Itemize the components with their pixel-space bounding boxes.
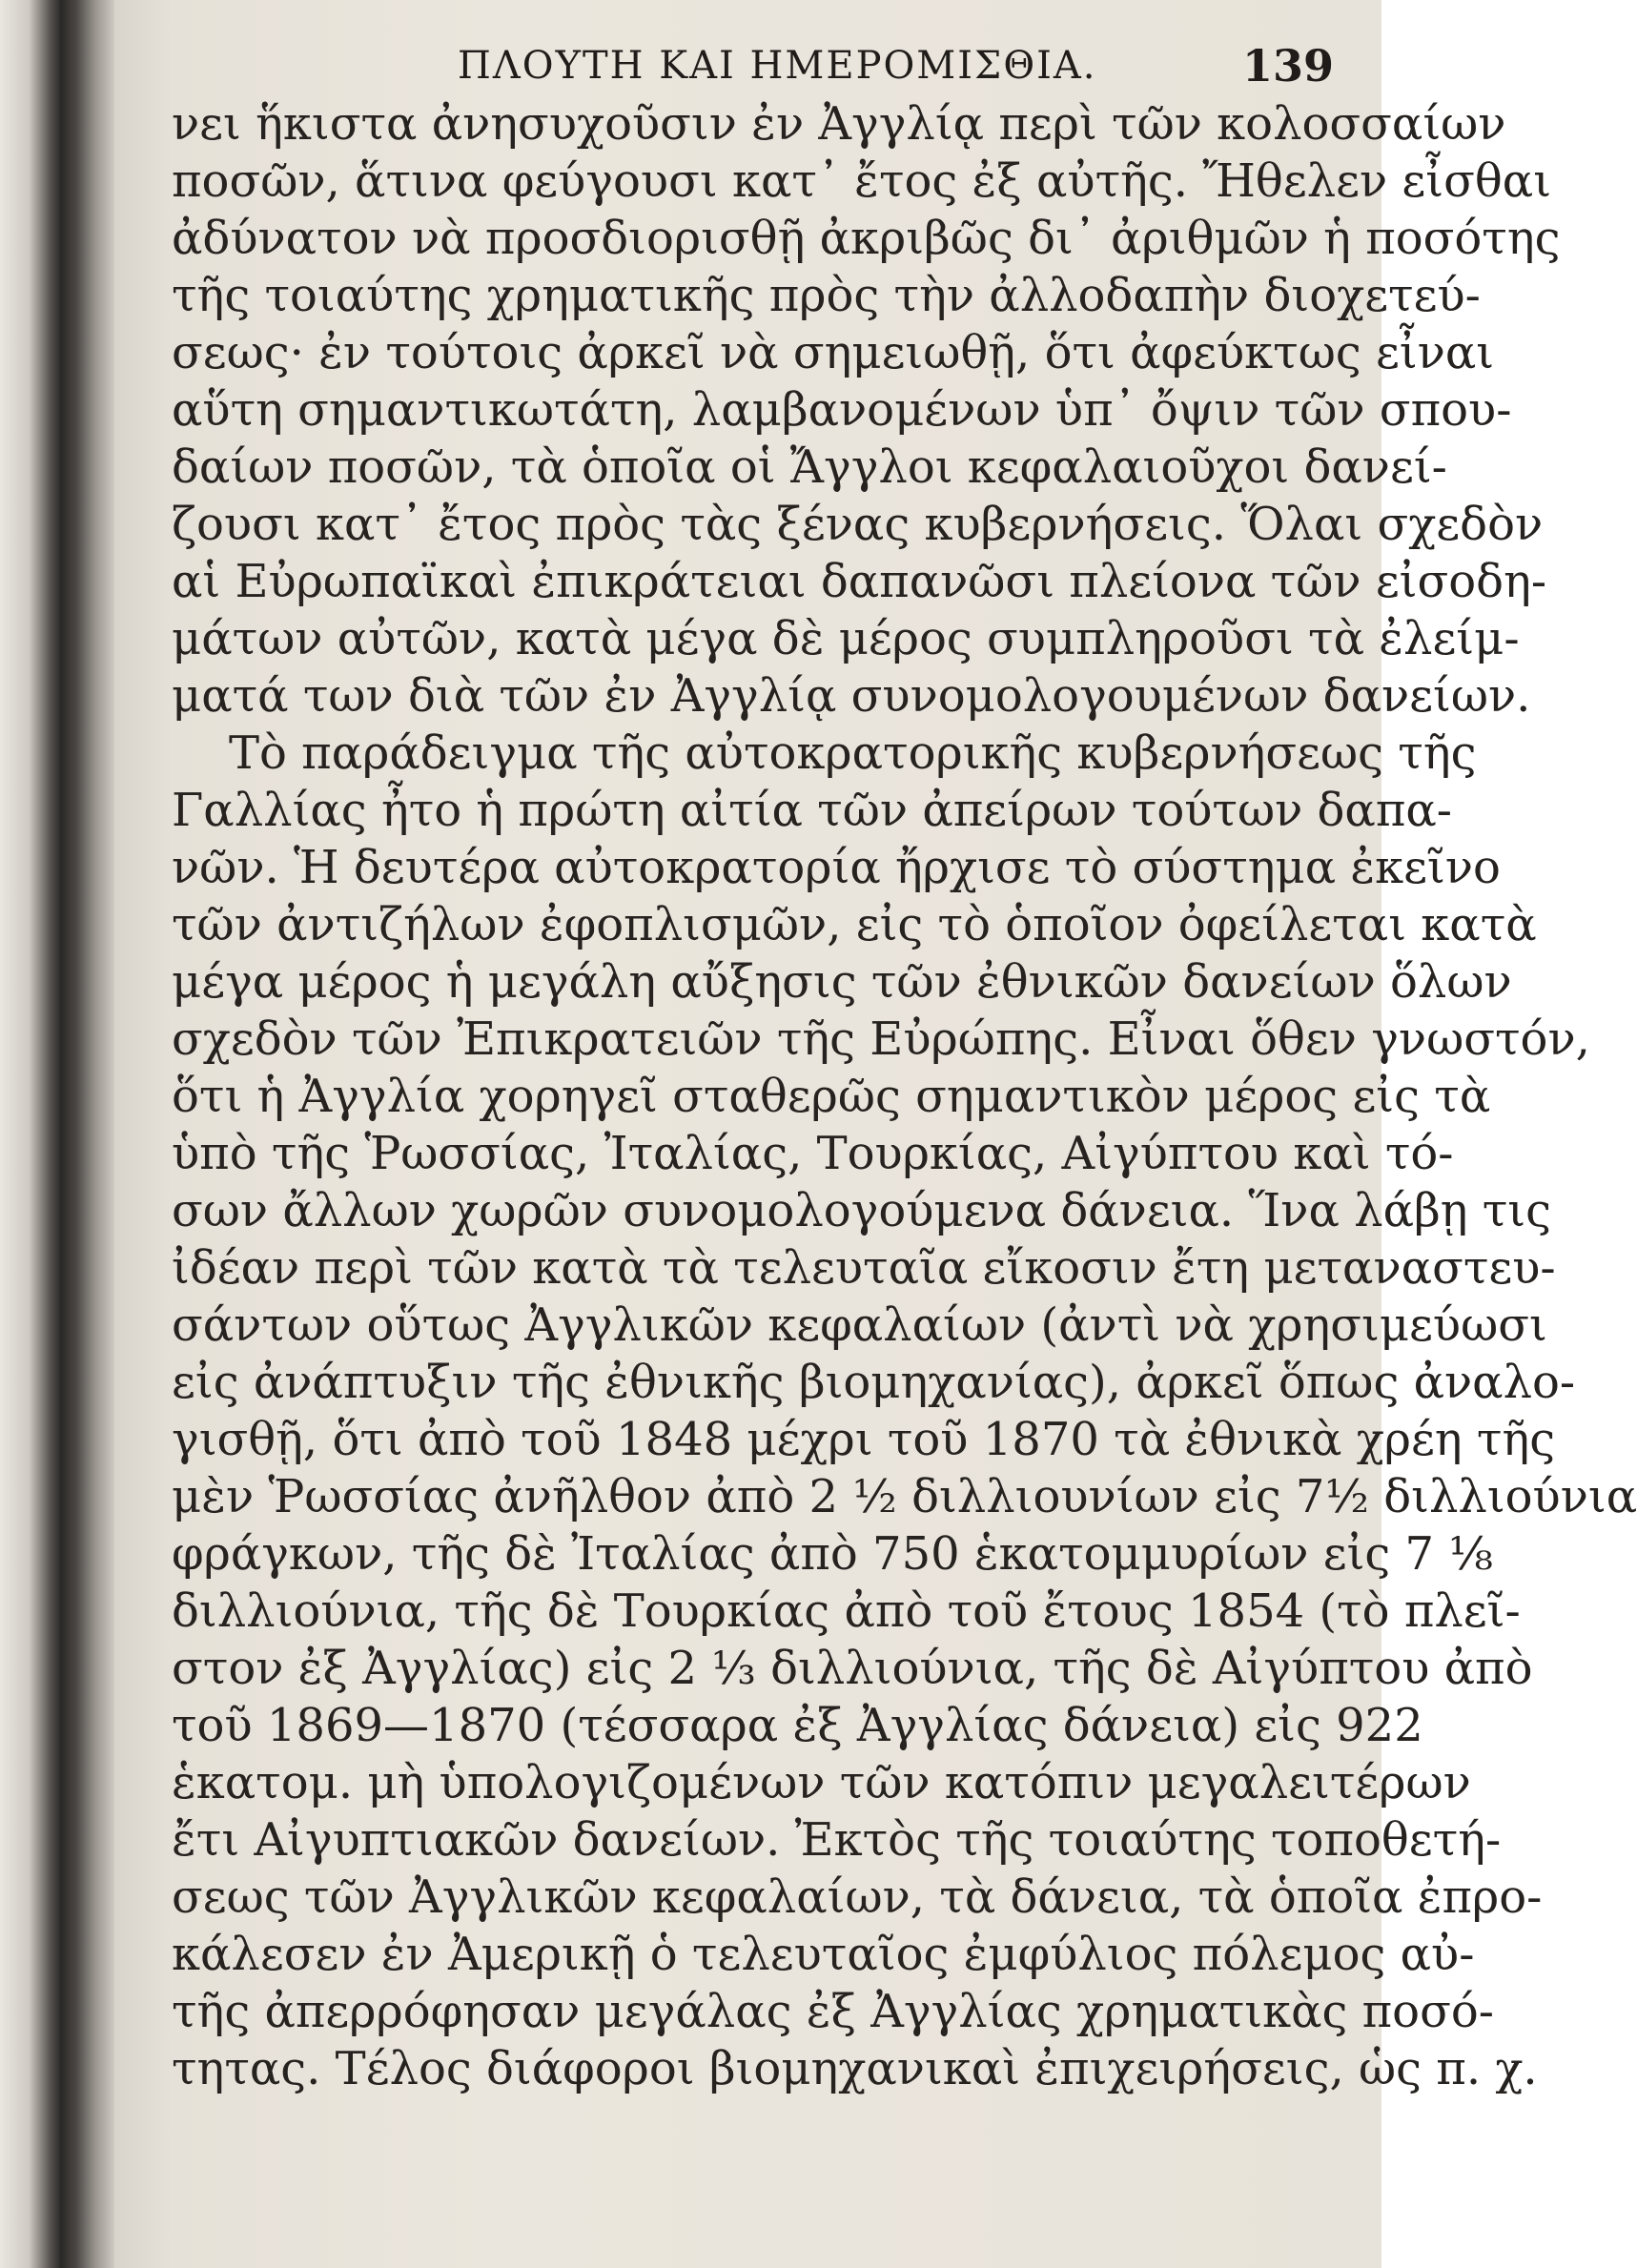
text-line: Γαλλίας ἦτο ἡ πρώτη αἰτία τῶν ἀπείρων τούτων δαπα- xyxy=(172,784,1453,837)
text-line: διλλιούνια, τῆς δὲ Τουρκίας ἀπὸ τοῦ ἔτους 1854 (τὸ πλεῖ- xyxy=(172,1584,1521,1638)
book-spine-gutter xyxy=(0,0,114,2268)
text-line: ἑκατομ. μὴ ὑπολογιζομένων τῶν κατόπιν μεγαλειτέρων xyxy=(172,1756,1471,1809)
text-line: στον ἐξ Ἀγγλίας) εἰς 2 ⅓ διλλιούνια, τῆς δὲ Αἰγύπτου ἀπὸ xyxy=(172,1642,1533,1695)
text-line: μάτων αὐτῶν, κατὰ μέγα δὲ μέρος συμπληροῦσι τὰ ἐλείμ- xyxy=(172,612,1520,665)
text-line: εἰς ἀνάπτυξιν τῆς ἐθνικῆς βιομηχανίας), ἀρκεῖ ὅπως ἀναλο- xyxy=(172,1356,1576,1409)
text-line: αὕτη σημαντικωτάτη, λαμβανομένων ὑπ᾽ ὄψιν τῶν σπου- xyxy=(172,383,1512,437)
text-line-paragraph-start: Τὸ παράδειγμα τῆς αὐτοκρατορικῆς κυβερνήσεως τῆς xyxy=(229,726,1477,780)
text-line: σεως· ἐν τούτοις ἀρκεῖ νὰ σημειωθῇ, ὅτι ἀφεύκτως εἶναι xyxy=(172,326,1495,379)
text-line: σεως τῶν Ἀγγλικῶν κεφαλαίων, τὰ δάνεια, τὰ ὁποῖα ἐπρο- xyxy=(172,1870,1543,1924)
text-line: ἰδέαν περὶ τῶν κατὰ τὰ τελευταῖα εἴκοσιν ἔτη μεταναστευ- xyxy=(172,1241,1556,1295)
running-title: ΠΛΟΥΤΗ ΚΑΙ ΗΜΕΡΟΜΙΣΘΙΑ. xyxy=(458,44,1097,88)
text-line: σων ἄλλων χωρῶν συνομολογούμενα δάνεια. Ἵνα λάβῃ τις xyxy=(172,1184,1552,1237)
text-line: τητας. Τέλος διάφοροι βιομηχανικαὶ ἐπιχειρήσεις, ὡς π. χ. xyxy=(172,2042,1538,2095)
text-line: σχεδὸν τῶν Ἐπικρατειῶν τῆς Εὐρώπης. Εἶναι ὅθεν γνωστόν, xyxy=(172,1012,1590,1066)
body-text xyxy=(172,95,1637,2097)
text-line: αἱ Εὐρωπαϊκαὶ ἐπικράτειαι δαπανῶσι πλείονα τῶν εἰσοδη- xyxy=(172,555,1547,608)
text-line: ὅτι ἡ Ἀγγλία χορηγεῖ σταθερῶς σημαντικὸν μέρος εἰς τὰ xyxy=(172,1070,1491,1123)
text-line: τῆς τοιαύτης χρηματικῆς πρὸς τὴν ἀλλοδαπὴν διοχετεύ- xyxy=(172,269,1481,322)
text-line: κάλεσεν ἐν Ἀμερικῇ ὁ τελευταῖος ἐμφύλιος πόλεμος αὐ- xyxy=(172,1928,1475,1981)
text-line: γισθῇ, ὅτι ἀπὸ τοῦ 1848 μέχρι τοῦ 1870 τὰ ἐθνικὰ χρέη τῆς xyxy=(172,1413,1556,1466)
page-number: 139 xyxy=(1241,40,1334,92)
text-line: δαίων ποσῶν, τὰ ὁποῖα οἱ Ἄγγλοι κεφαλαιοῦχοι δανεί- xyxy=(172,440,1447,494)
text-line: ἀδύνατον νὰ προσδιορισθῇ ἀκριβῶς δι᾽ ἀριθμῶν ἡ ποσότης xyxy=(172,212,1561,265)
text-line: μὲν Ῥωσσίας ἀνῆλθον ἀπὸ 2 ½ διλλιουνίων εἰς 7½ διλλιούνια xyxy=(172,1470,1637,1523)
text-line: ποσῶν, ἅτινα φεύγουσι κατ᾽ ἔτος ἐξ αὐτῆς. Ἤθελεν εἶσθαι xyxy=(172,154,1552,208)
text-line: ἔτι Αἰγυπτιακῶν δανείων. Ἐκτὸς τῆς τοιαύτης τοποθετή- xyxy=(172,1813,1502,1867)
text-line: ζουσι κατ᾽ ἔτος πρὸς τὰς ξένας κυβερνήσεις. Ὅλαι σχεδὸν xyxy=(172,498,1544,551)
text-line: τῆς ἀπερρόφησαν μεγάλας ἐξ Ἀγγλίας χρηματικὰς ποσό- xyxy=(172,1985,1494,2038)
text-line: ὑπὸ τῆς Ῥωσσίας, Ἰταλίας, Τουρκίας, Αἰγύπτου καὶ τό- xyxy=(172,1127,1454,1180)
running-header xyxy=(181,36,1381,93)
text-line: νῶν. Ἡ δευτέρα αὐτοκρατορία ἤρχισε τὸ σύστημα ἐκεῖνο xyxy=(172,841,1501,894)
text-line: φράγκων, τῆς δὲ Ἰταλίας ἀπὸ 750 ἑκατομμυρίων εἰς 7 ⅛ xyxy=(172,1527,1493,1581)
text-line: τῶν ἀντιζήλων ἐφοπλισμῶν, εἰς τὸ ὁποῖον ὀφείλεται κατὰ xyxy=(172,898,1537,951)
text-line: νει ἥκιστα ἀνησυχοῦσιν ἐν Ἀγγλίᾳ περὶ τῶν κολοσσαίων xyxy=(172,97,1506,151)
text-line: τοῦ 1869—1870 (τέσσαρα ἐξ Ἀγγλίας δάνεια) εἰς 922 xyxy=(172,1699,1423,1752)
text-line: μέγα μέρος ἡ μεγάλη αὔξησις τῶν ἐθνικῶν δανείων ὅλων xyxy=(172,955,1512,1009)
text-line: ματά των διὰ τῶν ἐν Ἀγγλίᾳ συνομολογουμένων δανείων. xyxy=(172,669,1531,723)
text-line: σάντων οὕτως Ἀγγλικῶν κεφαλαίων (ἀντὶ νὰ χρησιμεύωσι xyxy=(172,1298,1547,1352)
